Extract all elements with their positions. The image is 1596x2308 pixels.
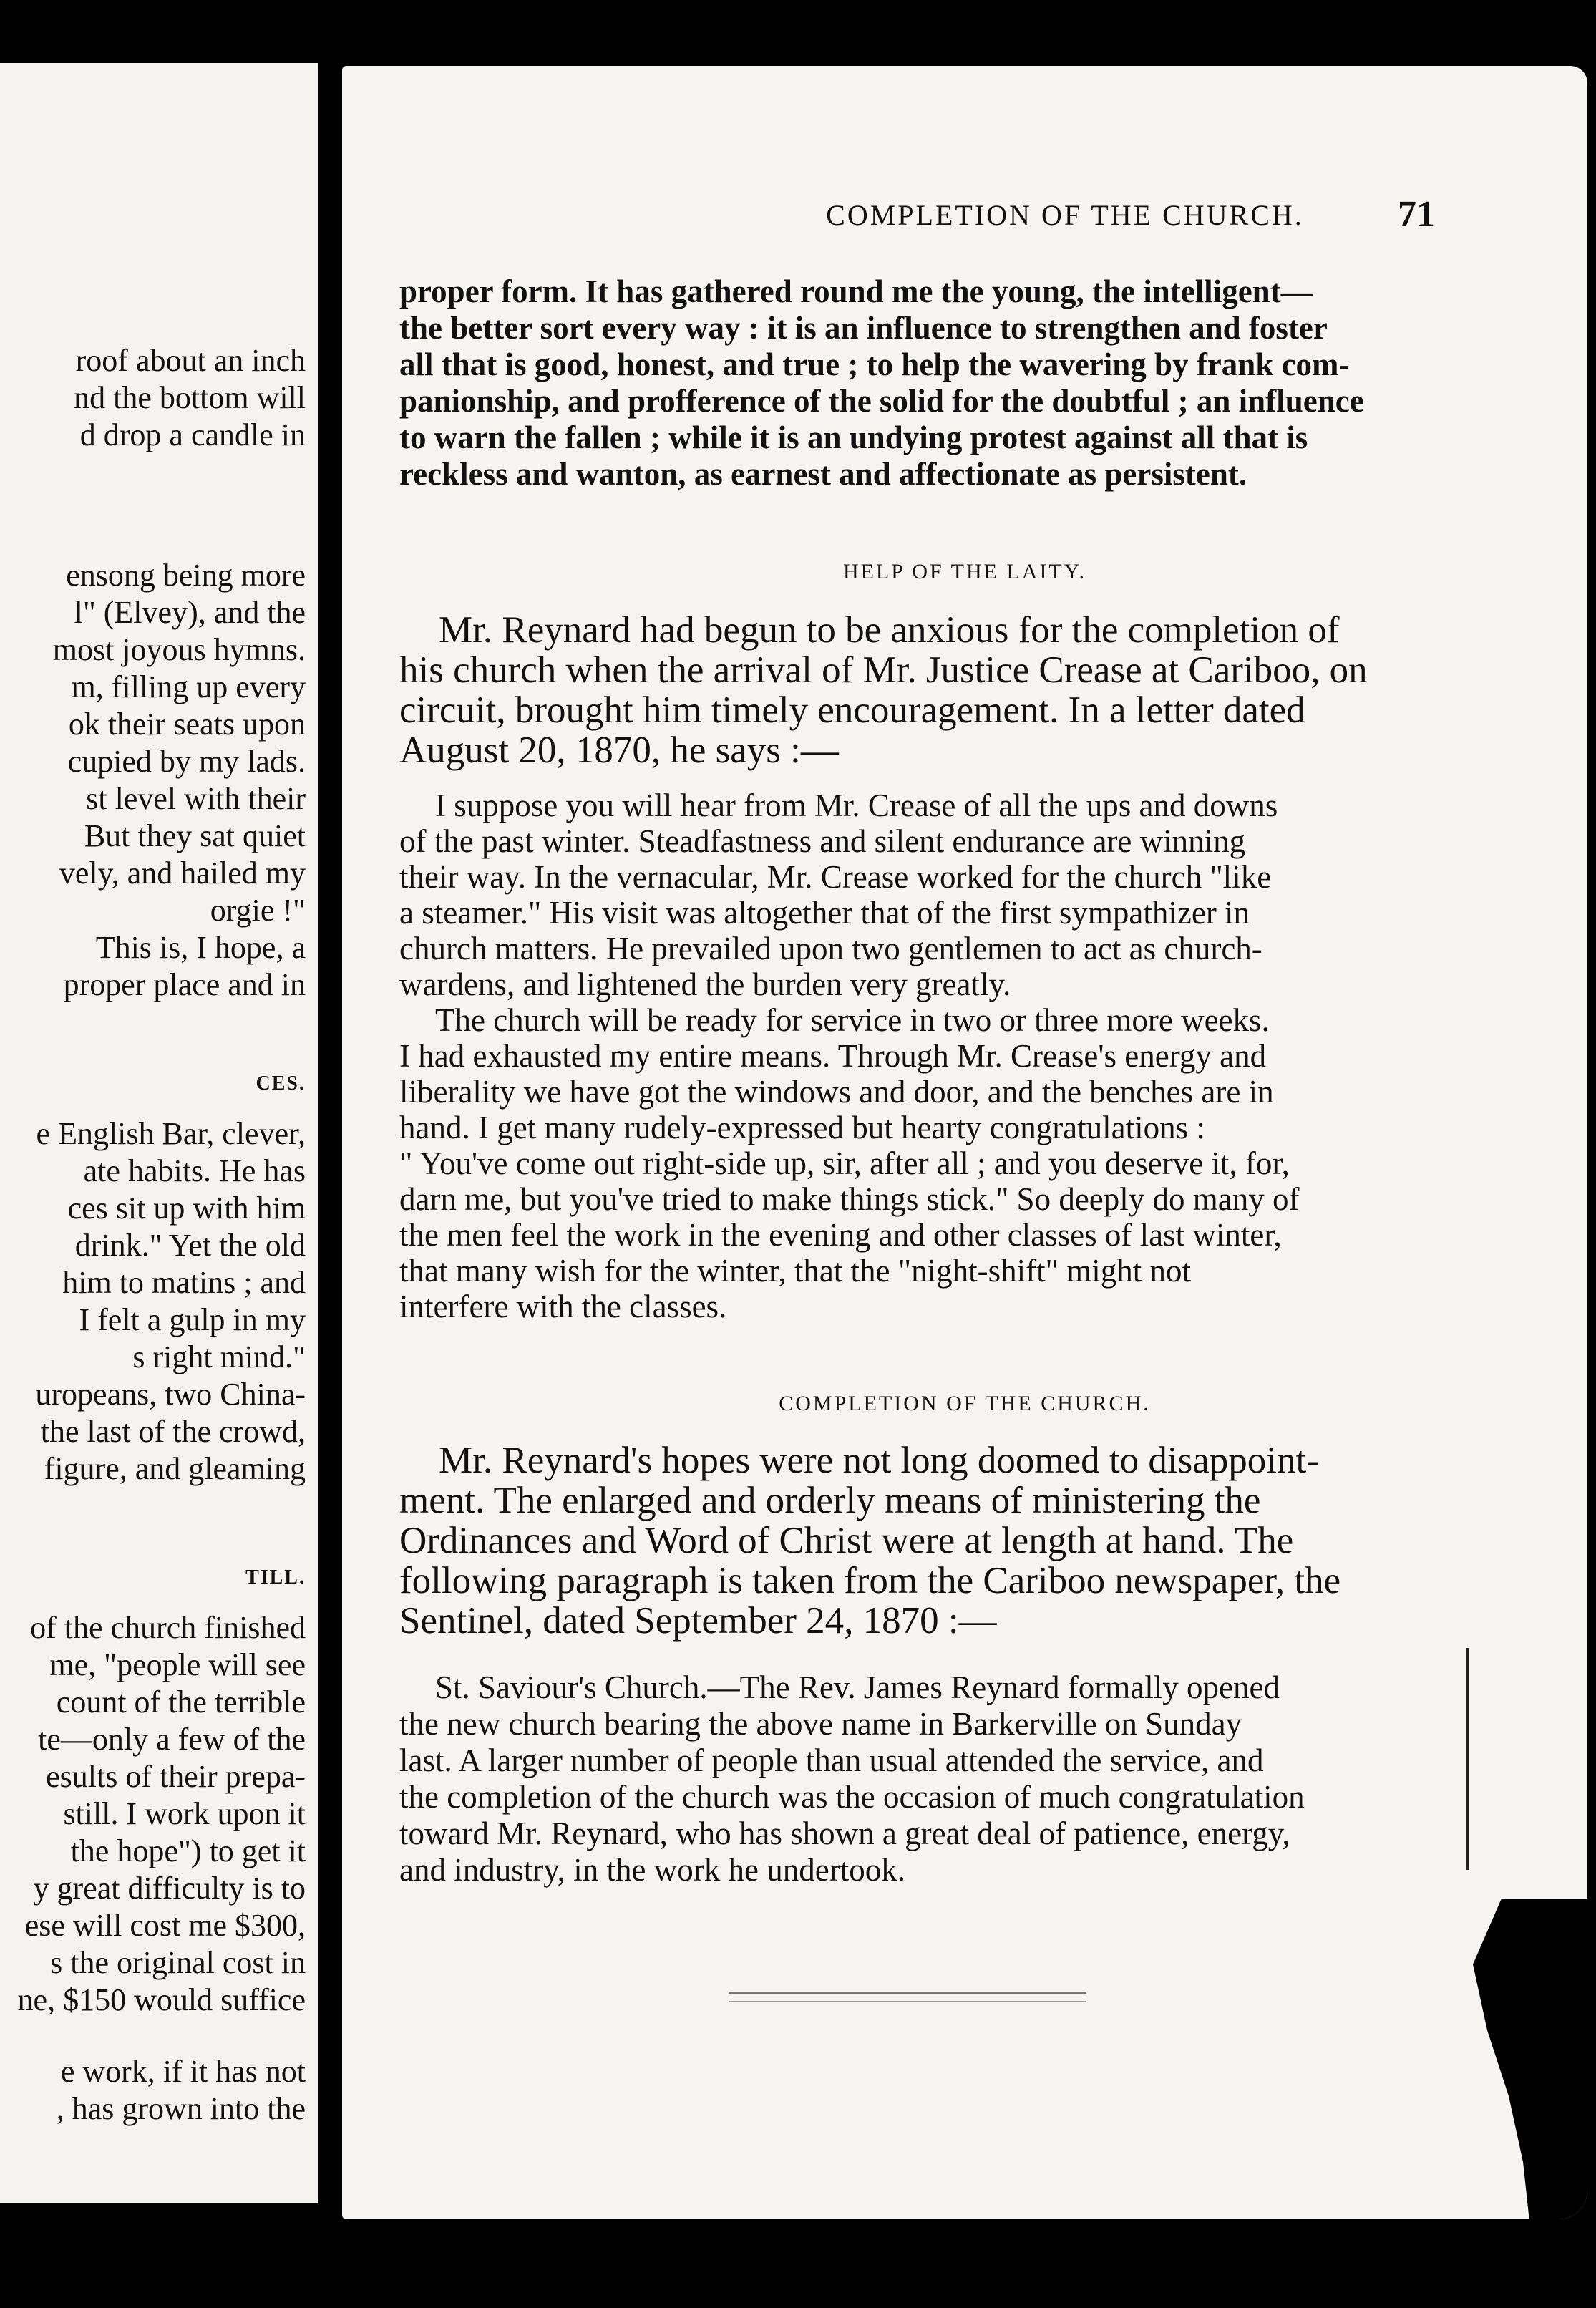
left-text-line: the hope") to get it — [70, 1833, 306, 1868]
left-text-line: te—only a few of the — [38, 1722, 306, 1757]
left-text-line: s right mind." — [132, 1339, 306, 1374]
text-line: I suppose you will hear from Mr. Crease of all the ups and downs — [435, 787, 1278, 823]
left-text-line: count of the terrible — [56, 1684, 306, 1720]
left-text-line: figure, and gleaming — [44, 1451, 306, 1486]
left-text-line: st level with their — [86, 781, 306, 816]
left-text-line: ne, $150 would suffice — [17, 1982, 306, 2017]
text-line: of the past winter. Steadfastness and silent endurance are winning — [399, 823, 1246, 859]
left-page — [0, 63, 318, 2203]
left-text-line: most joyous hymns. — [52, 632, 306, 667]
paragraph-1 — [399, 273, 1437, 493]
text-line: reckless and wanton, as earnest and affectionate as persistent. — [399, 456, 1247, 492]
left-text-line: e work, if it has not — [60, 2054, 306, 2089]
left-text-line: y great difficulty is to — [33, 1871, 306, 1906]
left-text-line: I felt a gulp in my — [79, 1302, 306, 1337]
text-line: circuit, brought him timely encouragement. In a letter dated — [399, 689, 1305, 731]
left-text-line: roof about an inch — [75, 343, 306, 378]
margin-rule — [1466, 1648, 1469, 1870]
text-line: I had exhausted my entire means. Through Mr. Crease's energy and — [399, 1038, 1267, 1074]
text-line: and industry, in the work he undertook. — [399, 1852, 905, 1888]
text-line: wardens, and lightened the burden very greatly. — [399, 966, 1011, 1002]
text-line: the better sort every way : it is an influence to strengthen and foster — [399, 310, 1328, 346]
text-line: toward Mr. Reynard, who has shown a great deal of patience, energy, — [399, 1815, 1290, 1851]
text-line: Sentinel, dated September 24, 1870 :— — [399, 1600, 997, 1642]
text-line: their way. In the vernacular, Mr. Crease worked for the church "like — [399, 859, 1272, 895]
page-number: 71 — [1398, 194, 1435, 235]
left-text-line: This is, I hope, a — [95, 930, 306, 965]
text-line: panionship, and profference of the solid for the doubtful ; an influence — [399, 383, 1364, 419]
paragraph-2 — [399, 610, 1437, 770]
text-line: St. Saviour's Church.—The Rev. James Reynard formally opened — [435, 1669, 1280, 1705]
text-line: proper form. It has gathered round me the young, the intelligent— — [399, 273, 1313, 309]
left-text-line: But they sat quiet — [84, 818, 306, 853]
text-line: August 20, 1870, he says :— — [399, 729, 839, 771]
left-text-line: drink." Yet the old — [74, 1228, 306, 1263]
left-text-line: me, "people will see — [49, 1647, 306, 1682]
text-line: that many wish for the winter, that the "night-shift" might not — [399, 1253, 1192, 1289]
left-text-line: vely, and hailed my — [59, 855, 306, 891]
text-line: The church will be ready for service in two or three more weeks. — [435, 1002, 1270, 1038]
main-page — [342, 66, 1587, 2219]
left-text-line: esults of their prepa- — [46, 1759, 306, 1794]
text-line: to warn the fallen ; while it is an undying protest against all that is — [399, 420, 1308, 455]
left-text-line: cupied by my lads. — [67, 744, 306, 779]
text-line: following paragraph is taken from the Cariboo newspaper, the — [399, 1560, 1341, 1601]
running-head: COMPLETION OF THE CHURCH. — [826, 199, 1304, 231]
left-text-line: nd the bottom will — [74, 380, 306, 415]
left-heading: TILL. — [245, 1566, 306, 1589]
left-text-line: him to matins ; and — [62, 1265, 306, 1300]
torn-page-corner — [1444, 1899, 1587, 2219]
left-text-line: ensong being more — [66, 558, 306, 593]
letter-quote — [399, 787, 1437, 1324]
text-line: liberality we have got the windows and door, and the benches are in — [399, 1074, 1274, 1110]
text-line: last. A larger number of people than usual attended the service, and — [399, 1742, 1264, 1778]
left-text-line: ces sit up with him — [67, 1191, 306, 1226]
text-line: a steamer." His visit was altogether that of the first sympathizer in — [399, 895, 1250, 931]
left-text-line: , has grown into the — [56, 2091, 306, 2126]
left-text-line: d drop a candle in — [79, 417, 306, 452]
section-heading-completion: COMPLETION OF THE CHURCH. — [779, 1392, 1151, 1415]
left-heading: CES. — [256, 1072, 306, 1095]
left-text-line: m, filling up every — [71, 669, 306, 704]
text-line: " You've come out right-side up, sir, after all ; and you deserve it, for, — [399, 1145, 1290, 1181]
left-text-line: ok their seats upon — [68, 707, 306, 742]
left-text-line: e English Bar, clever, — [36, 1116, 306, 1151]
left-text-line: proper place and in — [63, 967, 306, 1002]
text-line: all that is good, honest, and true ; to help the wavering by frank com- — [399, 346, 1350, 382]
text-line: his church when the arrival of Mr. Justice Crease at Cariboo, on — [399, 649, 1368, 691]
left-text-line: l" (Elvey), and the — [74, 595, 306, 630]
text-line: church matters. He prevailed upon two gentlemen to act as church- — [399, 931, 1262, 966]
text-line: Mr. Reynard had begun to be anxious for the completion of — [439, 609, 1340, 651]
left-text-line: ate habits. He has — [83, 1153, 306, 1188]
text-line: hand. I get many rudely-expressed but hearty congratulations : — [399, 1110, 1205, 1145]
left-text-line: of the church finished — [30, 1610, 306, 1645]
left-text-line: uropeans, two China- — [35, 1377, 306, 1412]
section-heading-help-of-laity: HELP OF THE LAITY. — [842, 560, 1087, 583]
text-line: ment. The enlarged and orderly means of ministering the — [399, 1480, 1261, 1521]
left-text-line: ese will cost me $300, — [24, 1908, 306, 1943]
text-line: Mr. Reynard's hopes were not long doomed to disappoint- — [439, 1440, 1319, 1481]
left-text-line: s the original cost in — [50, 1945, 306, 1980]
paragraph-3 — [399, 1440, 1437, 1641]
text-line: the completion of the church was the occasion of much congratulation — [399, 1779, 1305, 1815]
text-line: the men feel the work in the evening and other classes of last winter, — [399, 1217, 1282, 1253]
left-text-line: still. I work upon it — [63, 1796, 306, 1831]
newspaper-quote — [399, 1669, 1437, 1888]
text-line: interfere with the classes. — [399, 1289, 727, 1324]
end-divider — [729, 1992, 1086, 2002]
text-line: darn me, but you've tried to make things stick." So deeply do many of — [399, 1181, 1300, 1217]
left-text-line: the last of the crowd, — [40, 1414, 306, 1449]
text-line: the new church bearing the above name in Barkerville on Sunday — [399, 1706, 1242, 1742]
text-line: Ordinances and Word of Christ were at length at hand. The — [399, 1520, 1294, 1561]
left-text-line: orgie !" — [210, 893, 306, 928]
